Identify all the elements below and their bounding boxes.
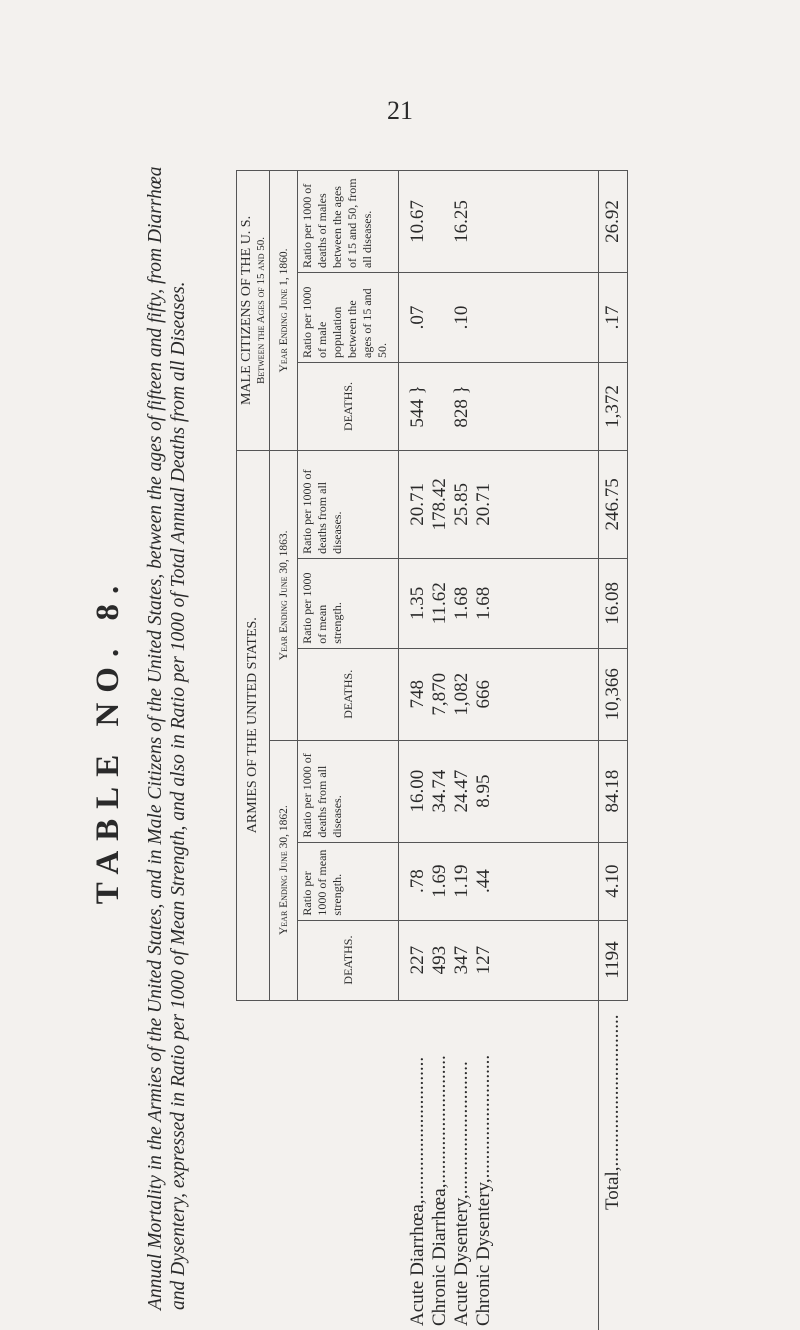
cells-deaths-1863 bbox=[399, 648, 599, 740]
col-ratio-mean-1863: Ratio per 1000 of mean strength. bbox=[298, 558, 399, 648]
cell: 127 bbox=[473, 925, 495, 996]
cell: 347 bbox=[451, 925, 473, 996]
col-deaths-1862: DEATHS. bbox=[298, 920, 399, 1000]
cell: 25.85 bbox=[451, 455, 473, 554]
cell: 11.62 bbox=[429, 563, 451, 644]
cell: 10.67 bbox=[407, 175, 429, 268]
col-ratio-all-1863: Ratio per 1000 of deaths from all diseases. bbox=[298, 450, 399, 558]
total-cell: 26.92 bbox=[599, 171, 628, 273]
cell: 748 bbox=[407, 653, 429, 736]
cell: 1.68 bbox=[451, 563, 473, 644]
rotated-table-page bbox=[90, 150, 650, 1330]
cell-spacer bbox=[429, 175, 451, 268]
cells-deaths-1860 bbox=[399, 362, 599, 450]
col-ratio-male-pop-1860: Ratio per 1000 of male population between the ages of 15 and 50. bbox=[298, 273, 399, 363]
table-title: TABLE NO. 8. bbox=[90, 150, 127, 1330]
cell: 1.69 bbox=[429, 847, 451, 916]
col-ratio-all-1862: Ratio per 1000 of deaths from all diseases. bbox=[298, 740, 399, 842]
period-1862: Year Ending June 30, 1862. bbox=[270, 740, 298, 1000]
cell: 34.74 bbox=[429, 745, 451, 838]
cell: .44 bbox=[473, 847, 495, 916]
cell-spacer bbox=[429, 367, 451, 446]
cells-ratio-all-1863 bbox=[399, 450, 599, 558]
col-deaths-1860: DEATHS. bbox=[298, 362, 399, 450]
cell: 7,870 bbox=[429, 653, 451, 736]
col-ratio-mean-1862: Ratio per 1000 of mean strength. bbox=[298, 842, 399, 920]
cell: .78 bbox=[407, 847, 429, 916]
cell: .07 bbox=[407, 277, 429, 358]
total-cell: 1194 bbox=[599, 920, 628, 1000]
row-label-chronic-dysentery: Chronic Dysentery,.......................... bbox=[473, 1005, 495, 1326]
table-caption: Annual Mortality in the Armies of the United States, and in Male Citizens of the United States, between the ages of fifteen and fifty, from Diarrhœa and Dysentery, expressed in Ratio per 1000 of Mean Strength, and also in Ratio per 1000 of Total Annual Deaths from all Diseases. bbox=[144, 160, 190, 1310]
group-male-citizens-title: MALE CITIZENS OF THE U. S. bbox=[239, 175, 255, 446]
cell: 227 bbox=[407, 925, 429, 996]
cell: 1,082 bbox=[451, 653, 473, 736]
cells-ratio-mean-1862 bbox=[399, 842, 599, 920]
row-label-chronic-diarrhoea: Chronic Diarrhœa,........................... bbox=[429, 1005, 451, 1326]
cell: 1.35 bbox=[407, 563, 429, 644]
cell: 16.25 bbox=[451, 175, 473, 268]
period-1863: Year Ending June 30, 1863. bbox=[270, 450, 298, 740]
group-male-citizens bbox=[237, 171, 270, 451]
cell-bracketed: 544 } bbox=[407, 367, 429, 446]
cell: 8.95 bbox=[473, 745, 495, 838]
cell-bracketed: 828 } bbox=[451, 367, 473, 446]
cell: 24.47 bbox=[451, 745, 473, 838]
group-armies: ARMIES OF THE UNITED STATES. bbox=[237, 450, 270, 1000]
cell: 20.71 bbox=[473, 455, 495, 554]
cells-ratio-pop-1860 bbox=[399, 273, 599, 363]
mortality-table bbox=[236, 170, 628, 1330]
cells-ratio-deaths-1860 bbox=[399, 171, 599, 273]
total-row bbox=[599, 171, 628, 1330]
total-cell: 4.10 bbox=[599, 842, 628, 920]
total-cell: 10,366 bbox=[599, 648, 628, 740]
cell: 1.68 bbox=[473, 563, 495, 644]
period-1860: Year Ending June 1, 1860. bbox=[270, 171, 298, 451]
page-number: 21 bbox=[0, 96, 800, 126]
row-labels bbox=[399, 1000, 599, 1330]
total-label: Total,................................ bbox=[599, 1000, 628, 1330]
total-cell: 84.18 bbox=[599, 740, 628, 842]
total-cell: 16.08 bbox=[599, 558, 628, 648]
col-ratio-male-deaths-1860: Ratio per 1000 of deaths of males between the ages of 15 and 50, from all diseases. bbox=[298, 171, 399, 273]
cell: 493 bbox=[429, 925, 451, 996]
cell-spacer bbox=[429, 277, 451, 358]
cells-ratio-mean-1863 bbox=[399, 558, 599, 648]
cell: 16.00 bbox=[407, 745, 429, 838]
total-cell: .17 bbox=[599, 273, 628, 363]
total-cell: 1,372 bbox=[599, 362, 628, 450]
header-blank bbox=[237, 1000, 399, 1330]
cell: .10 bbox=[451, 277, 473, 358]
row-label-acute-diarrhoea: Acute Diarrhœa,.............................. bbox=[407, 1005, 429, 1326]
cell: 1.19 bbox=[451, 847, 473, 916]
cells-ratio-all-1862 bbox=[399, 740, 599, 842]
col-deaths-1863: DEATHS. bbox=[298, 648, 399, 740]
cell: 666 bbox=[473, 653, 495, 736]
cell: 178.42 bbox=[429, 455, 451, 554]
cell: 20.71 bbox=[407, 455, 429, 554]
cells-deaths-1862 bbox=[399, 920, 599, 1000]
row-label-acute-dysentery: Acute Dysentery,............................ bbox=[451, 1005, 473, 1326]
group-male-citizens-sub: Between the Ages of 15 and 50. bbox=[255, 175, 267, 446]
total-cell: 246.75 bbox=[599, 450, 628, 558]
